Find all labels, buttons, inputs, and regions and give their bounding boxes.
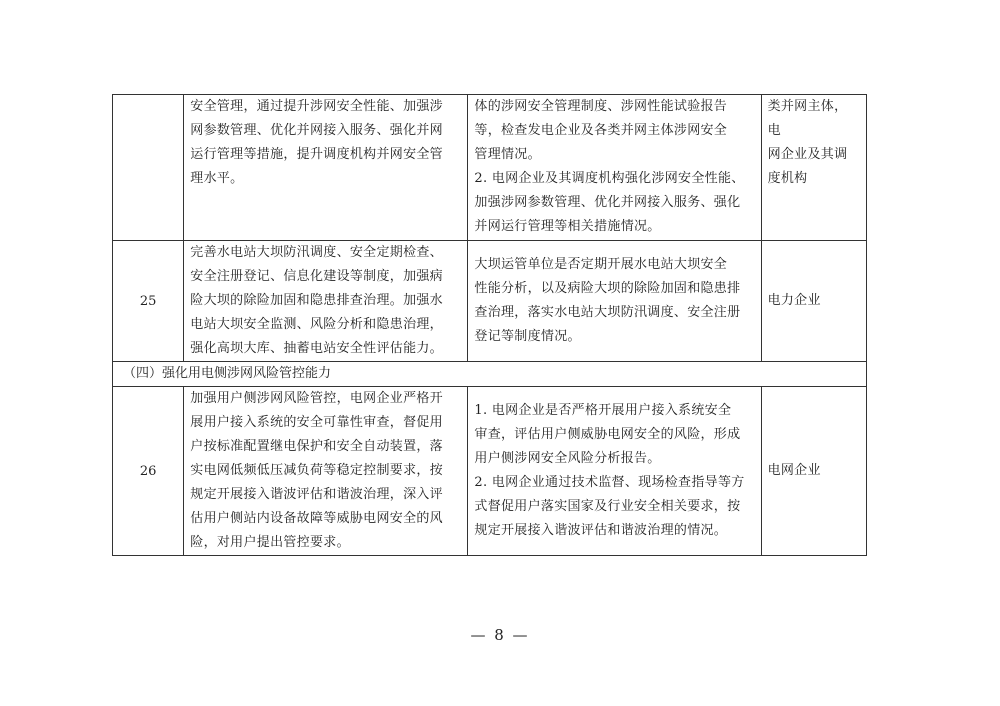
responsible-cell: [761, 387, 866, 556]
evaluation-text: 体的涉网安全管理制度、涉网性能试验报告 等，检查发电企业及各类并网主体涉网安全 管理情况。 2. 电网企业及其调度机构强化涉网安全性能、 加强涉网参数管理、优化并网接入服务、强化 并网运行管理等相关措施情况。: [474, 99, 745, 234]
responsible-text: 电力企业: [767, 293, 821, 308]
page-number: — 8 —: [470, 626, 530, 644]
row-number: 26: [139, 463, 157, 479]
evaluation-cell: [468, 95, 761, 241]
evaluation-cell: [468, 387, 761, 556]
section-heading: （四）强化用电侧涉网风险管控能力: [113, 362, 867, 387]
task-cell: [184, 95, 468, 241]
table-row: [113, 95, 867, 241]
row-number-cell: [113, 241, 184, 362]
task-text: 安全管理，通过提升涉网安全性能、加强涉 网参数管理、优化并网接入服务、强化并网 运行管理等措施，提升调度机构并网安全管 理水平。: [190, 99, 443, 186]
row-number-cell: [113, 387, 184, 556]
table-row: [113, 387, 867, 556]
row-number: 25: [139, 293, 157, 309]
inspection-table: [112, 94, 867, 556]
responsible-cell: [761, 241, 866, 362]
evaluation-cell: [468, 241, 761, 362]
task-cell: [184, 387, 468, 556]
responsible-cell: [761, 95, 866, 241]
responsible-text: 电网企业: [767, 463, 821, 478]
task-cell: [184, 241, 468, 362]
section-row: [113, 362, 867, 387]
task-text: 加强用户侧涉网风险管控，电网企业严格开 展用户接入系统的安全可靠性审查，督促用 户按标准配置继电保护和安全自动装置，落 实电网低频低压减负荷等稳定控制要求，按 规定开展接入谐波评估和谐波治理，深入评 估用户侧站内设备故障等威胁电网安全的风 险，对用户提出管控要求。: [190, 391, 443, 550]
table-row: [113, 241, 867, 362]
evaluation-text: 大坝运管单位是否定期开展水电站大坝安全 性能分析，以及病险大坝的除险加固和隐患排 查治理，落实水电站大坝防汛调度、安全注册 登记等制度情况。: [474, 257, 741, 344]
task-text: 完善水电站大坝防汛调度、安全定期检查、 安全注册登记、信息化建设等制度，加强病 险大坝的除险加固和隐患排查治理。加强水 电站大坝安全监测、风险分析和隐患治理， 强化高坝大库、抽蓄电站安全性评估能力。: [190, 245, 443, 356]
row-number-cell: [113, 95, 184, 241]
evaluation-text: 1. 电网企业是否严格开展用户接入系统安全 审查，评估用户侧威胁电网安全的风险，形成 用户侧涉网安全风险分析报告。 2. 电网企业通过技术监督、现场检查指导等方 式督促用户落实国家及行业安全相关要求，按 规定开展接入谐波评估和谐波治理的情况。: [474, 403, 745, 538]
responsible-text: 类并网主体，电 网企业及其调 度机构: [767, 99, 848, 186]
